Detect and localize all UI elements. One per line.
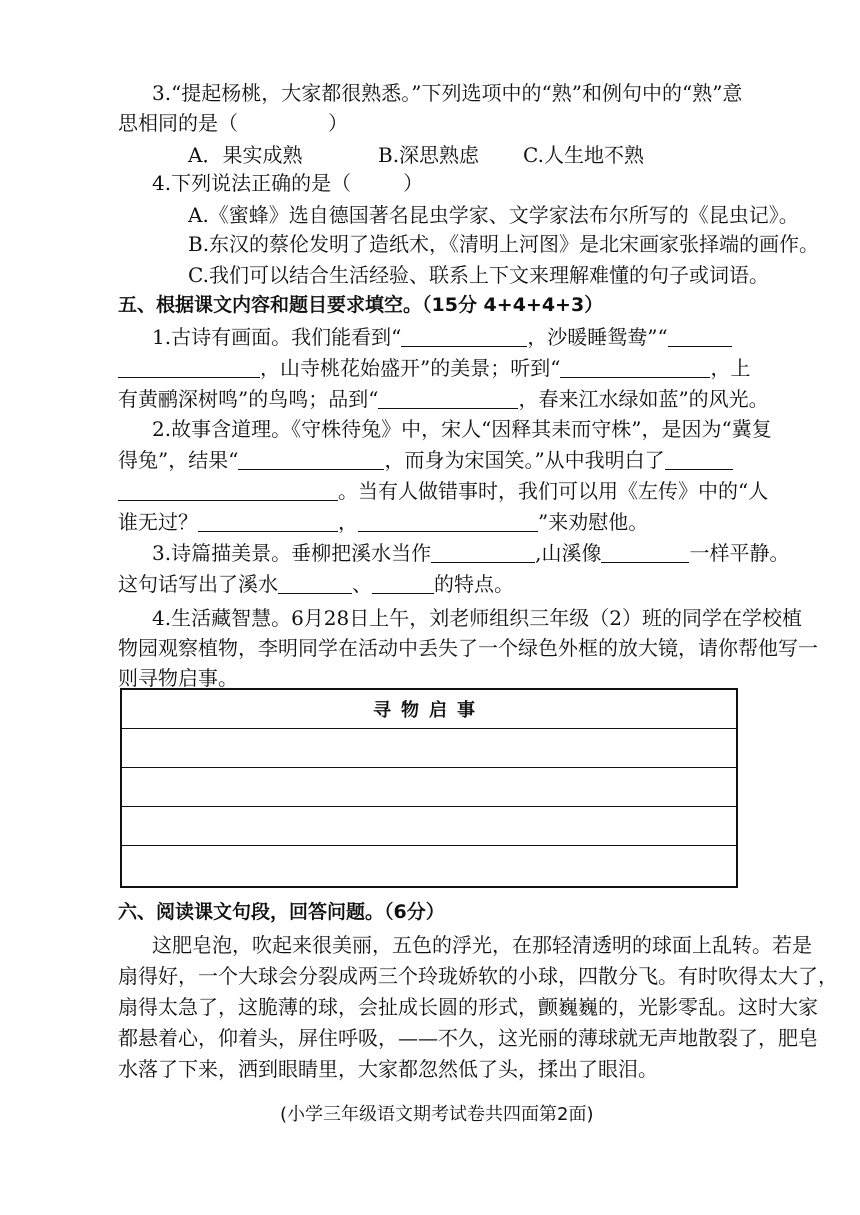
s5-p3-line1 (152, 538, 789, 568)
section-5-heading: 五、根据课文内容和题目要求填空。（15分 4+4+4+3） (118, 294, 604, 316)
passage-line-5: 水落了下来，洒到眼睛里，大家都忽然低了头，揉出了眼泪。 (118, 1057, 658, 1081)
lost-notice-title: 寻物启事 (122, 690, 736, 729)
lost-notice-box (120, 688, 738, 888)
s5-p2-line2 (118, 445, 733, 475)
q4-stem (152, 168, 423, 198)
passage-line-2: 扇得好，一个大球会分裂成两三个玲珑娇软的小球，四散分飞。有时吹得太大了， (118, 964, 838, 988)
q4-stem-text: 4.下列说法正确的是（ (152, 171, 352, 195)
q4-option-a: A.《蜜蜂》选自德国著名昆虫学家、文学家法布尔所写的《昆虫记》。 (188, 203, 799, 227)
page-footer: (小学三年级语文期考试卷共四面第2面) (280, 1104, 594, 1125)
s5-p4-line2: 物园观察植物，李明同学在活动中丢失了一个绿色外框的放大镜，请你帮他写一 (118, 636, 818, 660)
lost-notice-writing-line[interactable] (122, 768, 736, 807)
s5-p2-text-4: 。当有人做错事时，我们可以用《左传》中的“人 (338, 479, 769, 503)
s5-p3-text-6: 的特点。 (434, 572, 514, 596)
s5-p3-line2 (118, 569, 514, 599)
q3-stem-close: ） (328, 111, 348, 135)
lost-notice-writing-line[interactable] (122, 807, 736, 846)
s5-p3-blank-3[interactable] (278, 571, 352, 594)
s5-p1-text-2: ，沙暖睡鸳鸯”“ (527, 325, 668, 349)
s5-p1-text-1: 1.古诗有画面。我们能看到“ (152, 325, 402, 349)
s5-p2-line1: 2.故事含道理。《守株待兔》中，宋人“因释其耒而守株”，是因为“冀复 (152, 417, 772, 441)
s5-p2-text-2: 得兔”，结果“ (118, 448, 239, 472)
s5-p1-line3 (118, 384, 769, 414)
s5-p3-blank-1[interactable] (431, 540, 535, 563)
q3-option-c: C.人生地不熟 (523, 143, 644, 167)
section-6-heading: 六、阅读课文句段，回答问题。（6分） (118, 901, 445, 923)
s5-p2-blank-2a[interactable] (665, 447, 733, 470)
s5-p2-blank-1[interactable] (238, 447, 384, 470)
s5-p3-text-4: 这句话写出了溪水 (118, 572, 278, 596)
s5-p2-blank-3[interactable] (198, 509, 338, 532)
s5-p1-text-4: ，上 (710, 356, 751, 380)
s5-p2-blank-4[interactable] (358, 509, 538, 532)
s5-p3-blank-2[interactable] (601, 540, 689, 563)
s5-p1-blank-2a[interactable] (668, 324, 732, 347)
s5-p4-line1: 4.生活藏智慧。6月28日上午，刘老师组织三年级（2）班的同学在学校植 (152, 606, 802, 630)
q3-stem-text: 思相同的是（ (118, 111, 238, 135)
s5-p1-line1 (152, 322, 732, 352)
passage-line-3: 扇得太急了，这脆薄的球，会扯成长圆的形式，颤巍巍的，光影零乱。这时大家 (118, 995, 818, 1019)
q3-stem-line2 (118, 108, 348, 138)
s5-p1-text-6: ，春来江水绿如蓝”的风光。 (518, 387, 769, 411)
s5-p2-text-6: ， (338, 510, 358, 534)
s5-p2-text-7: ”来劝慰他。 (538, 510, 649, 534)
s5-p3-text-3: 一样平静。 (689, 541, 790, 565)
s5-p1-blank-3[interactable] (560, 355, 710, 378)
s5-p3-text-2: ,山溪像 (535, 541, 602, 565)
lost-notice-writing-line[interactable] (122, 729, 736, 768)
s5-p4-line3: 则寻物启事。 (118, 666, 238, 690)
q4-option-c: C.我们可以结合生活经验、联系上下文来理解难懂的句子或词语。 (188, 263, 769, 287)
s5-p3-blank-4[interactable] (372, 571, 434, 594)
s5-p1-blank-1[interactable] (401, 324, 527, 347)
passage-line-1: 这肥皂泡，吹起来很美丽，五色的浮光，在那轻清透明的球面上乱转。若是 (152, 933, 812, 957)
lost-notice-writing-line[interactable] (122, 846, 736, 885)
s5-p2-text-3: ，而身为宋国笑。”从中我明白了 (384, 448, 665, 472)
s5-p2-blank-2b[interactable] (118, 478, 338, 501)
q4-option-b: B.东汉的蔡伦发明了造纸术，《清明上河图》是北宋画家张择端的画作。 (188, 232, 820, 256)
s5-p1-blank-4[interactable] (378, 386, 518, 409)
s5-p2-line3 (118, 476, 768, 506)
s5-p1-line2 (118, 353, 750, 383)
s5-p1-blank-2b[interactable] (118, 355, 260, 378)
s5-p1-text-3: ，山寺桃花始盛开”的美景；听到“ (260, 356, 561, 380)
q4-stem-close: ） (403, 171, 424, 195)
s5-p3-text-1: 3.诗篇描美景。垂柳把溪水当作 (152, 541, 432, 565)
passage-line-4: 都悬着心，仰着头，屏住呼吸，——不久，这光丽的薄球就无声地散裂了，肥皂 (118, 1026, 818, 1050)
q3-option-b: B.深思熟虑 (378, 143, 480, 167)
s5-p2-line4 (118, 507, 648, 537)
s5-p3-text-5: 、 (352, 572, 372, 596)
q3-stem-line1: 3.“提起杨桃，大家都很熟悉。”下列选项中的“熟”和例句中的“熟”意 (152, 81, 743, 105)
s5-p2-text-5: 谁无过？ (118, 510, 198, 534)
q3-option-a: A．果实成熟 (188, 143, 303, 167)
s5-p1-text-5: 有黄鹂深树鸣”的鸟鸣；品到“ (118, 387, 379, 411)
